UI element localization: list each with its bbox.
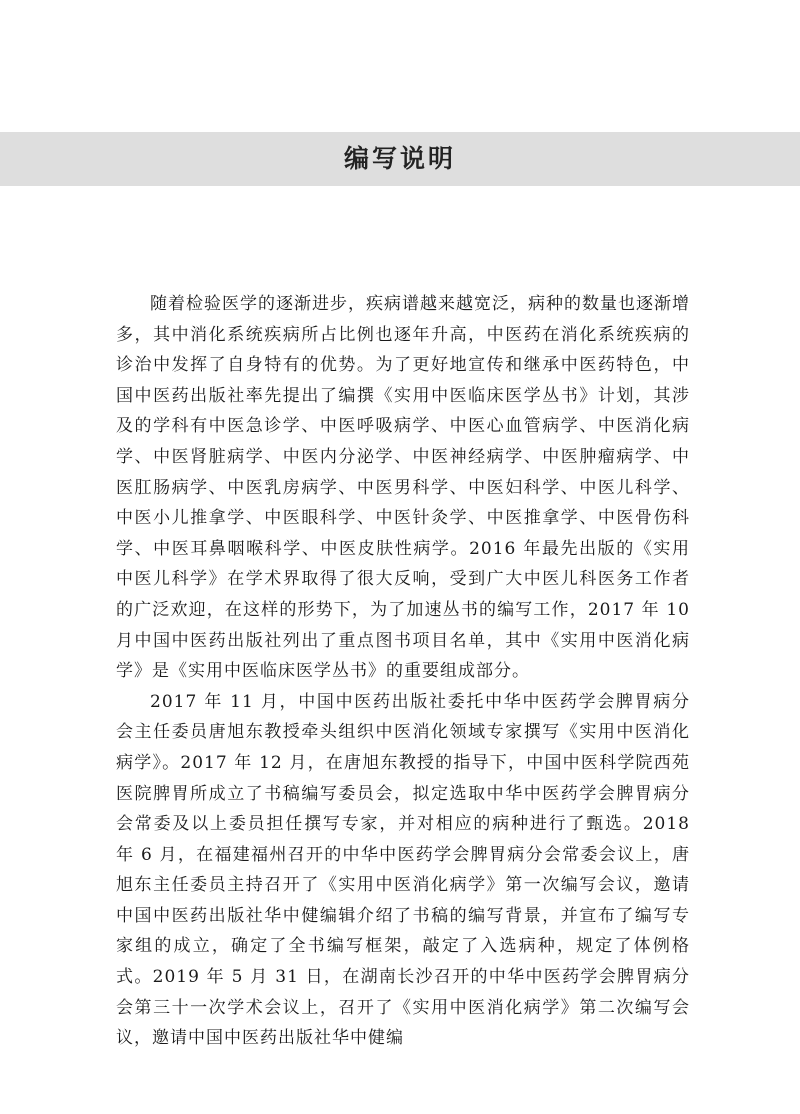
body-text	[116, 289, 690, 1054]
paragraph-2: 2017 年 11 月，中国中医药出版社委托中华中医药学会脾胃病分会主任委员唐旭东教授牵头组织中医消化领域专家撰写《实用中医消化病学》。2017 年 12 月，在唐旭东教授的指导下，中国中医科学院西苑医院脾胃所成立了书稿编写委员会，拟定选取中华中医药学会脾胃病分会常委及以上委员担任撰写专家，并对相应的病种进行了甄选。2018 年 6 月，在福建福州召开的中华中医药学会脾胃病分会常委会议上，唐旭东主任委员主持召开了《实用中医消化病学》第一次编写会议，邀请中国中医药出版社华中健编辑介绍了书稿的编写背景，并宣布了编写专家组的成立，确定了全书编写框架，敲定了入选病种，规定了体例格式。2019 年 5 月 31 日，在湖南长沙召开的中华中医药学会脾胃病分会第三十一次学术会议上，召开了《实用中医消化病学》第二次编写会议，邀请中国中医药出版社华中健编	[116, 691, 690, 1049]
paragraph-1: 随着检验医学的逐渐进步，疾病谱越来越宽泛，病种的数量也逐渐增多，其中消化系统疾病所占比例也逐年升高，中医药在消化系统疾病的诊治中发挥了自身特有的优势。为了更好地宣传和继承中医药特色，中国中医药出版社率先提出了编撰《实用中医临床医学丛书》计划，其涉及的学科有中医急诊学、中医呼吸病学、中医心血管病学、中医消化病学、中医肾脏病学、中医内分泌学、中医神经病学、中医肿瘤病学、中医肛肠病学、中医乳房病学、中医男科学、中医妇科学、中医儿科学、中医小儿推拿学、中医眼科学、中医针灸学、中医推拿学、中医骨伤科学、中医耳鼻咽喉科学、中医皮肤性病学。2016 年最先出版的《实用中医儿科学》在学术界取得了很大反响，受到广大中医儿科医务工作者的广泛欢迎，在这样的形势下，为了加速丛书的编写工作，2017 年 10 月中国中医药出版社列出了重点图书项目名单，其中《实用中医消化病学》是《实用中医临床医学丛书》的重要组成部分。	[116, 294, 690, 682]
page-title: 编写说明	[343, 144, 456, 173]
title-band	[0, 132, 800, 186]
